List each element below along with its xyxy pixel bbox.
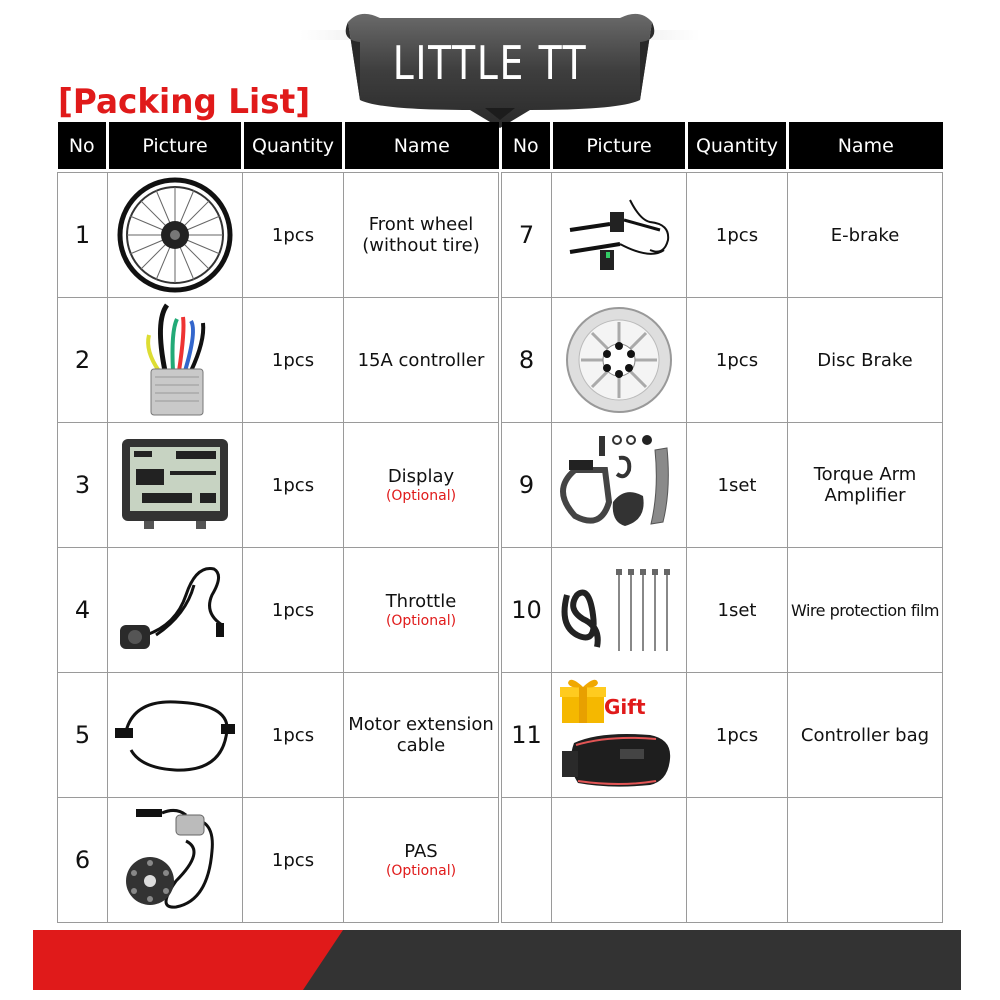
header-quantity: Quantity [687,122,788,169]
item-quantity: 1pcs [687,173,788,298]
pas-sensor-icon [116,801,234,919]
item-name-line1: E-brake [830,224,900,246]
wire-film-icon [557,565,681,655]
packing-table-right [501,122,943,923]
item-name [344,673,499,798]
item-name-line2: Amplifier [824,485,906,506]
empty-cell [552,798,687,923]
item-name-line1: Disc Brake [817,349,913,371]
packing-list-title: [Packing List] [58,82,311,122]
controller-icon [125,301,225,419]
optional-note: (Optional) [385,487,457,504]
item-number: 1 [58,173,108,298]
item-name-line1: Throttle [385,590,457,612]
item-picture [108,548,243,673]
torque-arm-icon [555,430,683,540]
controller-bag-icon [560,725,676,795]
item-name [344,798,499,923]
gift-label: Gift [604,695,646,719]
item-name-line1: Front wheel [368,214,474,235]
item-name-line2: (without tire) [362,235,480,256]
disc-brake-icon [563,304,675,416]
item-quantity: 1pcs [687,673,788,798]
gift-box-icon [558,675,608,725]
item-number: 3 [58,423,108,548]
item-number: 4 [58,548,108,673]
item-quantity: 1pcs [243,673,344,798]
item-quantity: 1pcs [243,173,344,298]
item-picture [552,173,687,298]
header-no: No [502,122,552,169]
header-picture: Picture [108,122,243,169]
item-name-line1: 15A controller [357,349,485,371]
item-quantity: 1pcs [243,423,344,548]
item-picture [552,673,687,798]
item-picture [108,798,243,923]
item-name-line1: Motor extension [348,714,494,735]
item-picture [552,298,687,423]
item-name [788,673,943,798]
item-quantity: 1pcs [243,298,344,423]
header-name: Name [344,122,499,169]
item-name-line1: Controller bag [800,724,930,746]
item-number: 8 [502,298,552,423]
table-row [58,173,499,298]
wheel-icon [116,176,234,294]
item-picture [108,173,243,298]
table-row [58,548,499,673]
item-name [788,548,943,673]
table-row [58,798,499,923]
item-picture [552,423,687,548]
item-number: 6 [58,798,108,923]
header-no: No [58,122,108,169]
item-picture [552,548,687,673]
optional-note: (Optional) [385,612,457,629]
empty-cell [502,798,552,923]
item-quantity: 1pcs [243,548,344,673]
item-picture [108,673,243,798]
table-row [502,548,943,673]
empty-cell [788,798,943,923]
display-icon [116,435,234,535]
item-name-line1: Display [387,465,455,487]
item-number: 9 [502,423,552,548]
header-quantity: Quantity [243,122,344,169]
optional-note: (Optional) [385,862,457,879]
item-name-line2: cable [396,735,446,756]
table-row [502,173,943,298]
item-name-line1: Wire protection film [791,600,939,620]
table-row [58,423,499,548]
table-row-empty [502,798,943,923]
item-name [344,298,499,423]
item-number: 11 [502,673,552,798]
item-number: 10 [502,548,552,673]
item-picture [108,423,243,548]
cable-icon [111,690,239,780]
item-name [788,173,943,298]
item-name [344,423,499,548]
item-number: 7 [502,173,552,298]
item-number: 2 [58,298,108,423]
empty-cell [687,798,788,923]
packing-table-left [57,122,499,923]
table-row [502,673,943,798]
item-picture [108,298,243,423]
item-name [344,548,499,673]
brand-logo-text: LITTLE TT [392,36,588,90]
throttle-icon [116,555,234,665]
item-quantity: 1pcs [243,798,344,923]
item-quantity: 1pcs [687,298,788,423]
table-row [502,298,943,423]
footer-bar [33,930,961,990]
header-picture: Picture [552,122,687,169]
item-name [788,298,943,423]
table-row [502,423,943,548]
item-name-line1: PAS [404,840,438,862]
header-name: Name [788,122,943,169]
item-quantity: 1set [687,423,788,548]
e-brake-icon [560,190,678,280]
item-name-line1: Torque Arm [813,464,917,485]
item-name [344,173,499,298]
item-quantity: 1set [687,548,788,673]
table-row [58,673,499,798]
item-number: 5 [58,673,108,798]
item-name [788,423,943,548]
table-row [58,298,499,423]
